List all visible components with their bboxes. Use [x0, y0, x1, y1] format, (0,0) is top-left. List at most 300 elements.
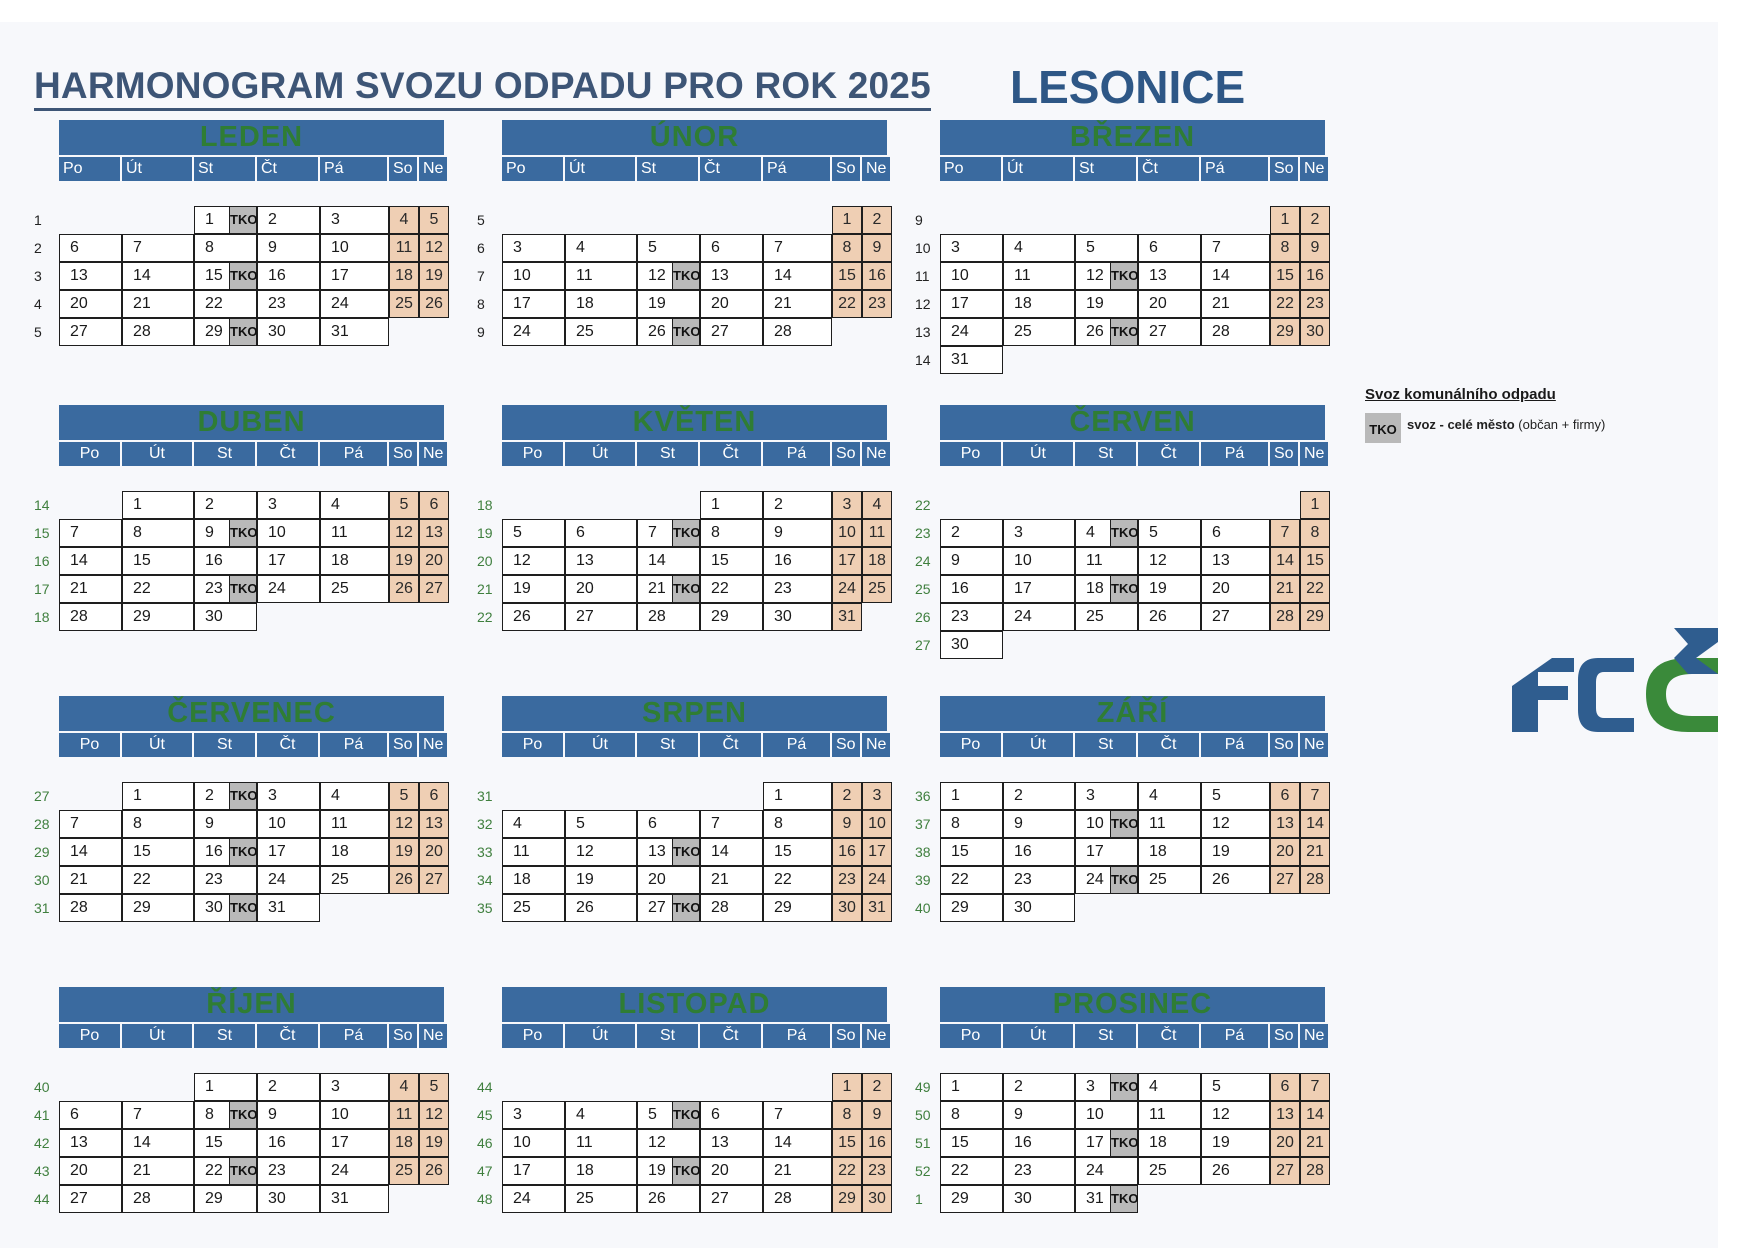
weekday-header: Ne	[419, 157, 447, 181]
legend-text	[1407, 417, 1605, 432]
weekend-day-cell: 18	[862, 547, 892, 575]
day-cell: 5	[637, 234, 700, 262]
day-cell: 23	[940, 603, 1003, 631]
week-number: 24	[915, 553, 931, 569]
weekend-day-cell: 13	[1270, 810, 1300, 838]
day-cell: 14	[59, 547, 122, 575]
weekend-day-cell: 7	[1300, 1073, 1330, 1101]
weekend-day-cell: 26	[389, 575, 419, 603]
day-cell: 7	[122, 1101, 194, 1129]
weekend-day-cell: 11	[389, 234, 419, 262]
weekday-header: So	[832, 157, 860, 181]
tko-collection-marker: TKO	[229, 318, 257, 346]
tko-collection-marker: TKO	[229, 262, 257, 290]
tko-collection-marker: TKO	[229, 838, 257, 866]
week-number: 29	[34, 844, 50, 860]
weekend-day-cell: 11	[862, 519, 892, 547]
weekend-day-cell: 1	[1300, 491, 1330, 519]
weekend-day-cell: 12	[419, 234, 449, 262]
day-cell: 15	[763, 838, 832, 866]
day-cell: 13	[1201, 547, 1270, 575]
day-cell: 10	[940, 262, 1003, 290]
week-number: 25	[915, 581, 931, 597]
weekend-day-cell: 30	[832, 894, 862, 922]
day-cell: 6	[59, 234, 122, 262]
day-cell: 19	[637, 1157, 700, 1185]
weekday-header: Pá	[320, 157, 387, 181]
weekend-day-cell: 25	[389, 290, 419, 318]
week-number: 31	[34, 900, 50, 916]
day-cell: 3	[257, 491, 320, 519]
day-cell: 25	[1003, 318, 1075, 346]
day-cell: 4	[1138, 782, 1201, 810]
day-cell: 10	[1075, 1101, 1138, 1129]
weekend-day-cell: 9	[862, 234, 892, 262]
day-cell: 2	[763, 491, 832, 519]
weekend-day-cell: 21	[1300, 838, 1330, 866]
day-cell: 5	[1201, 782, 1270, 810]
weekend-day-cell: 22	[832, 290, 862, 318]
weekday-header: So	[389, 157, 417, 181]
weekend-day-cell: 25	[862, 575, 892, 603]
day-cell: 16	[194, 838, 257, 866]
week-number: 18	[477, 497, 493, 513]
weekend-day-cell: 11	[389, 1101, 419, 1129]
day-cell: 23	[194, 575, 257, 603]
week-number: 12	[915, 296, 931, 312]
day-cell: 20	[565, 575, 637, 603]
week-number: 48	[477, 1191, 493, 1207]
weekend-day-cell: 7	[1270, 519, 1300, 547]
weekend-day-cell: 19	[419, 262, 449, 290]
weekday-header: So	[1270, 442, 1298, 466]
weekday-header: Ne	[862, 442, 890, 466]
day-cell: 28	[763, 318, 832, 346]
day-cell: 9	[257, 234, 320, 262]
day-cell: 13	[59, 262, 122, 290]
day-cell: 1	[122, 782, 194, 810]
day-cell: 25	[1075, 603, 1138, 631]
day-cell: 5	[502, 519, 565, 547]
tko-collection-marker: TKO	[1110, 318, 1138, 346]
week-number: 31	[477, 788, 493, 804]
weekday-header: Po	[502, 733, 563, 757]
tko-collection-marker: TKO	[229, 1157, 257, 1185]
weekday-header: Po	[59, 442, 120, 466]
day-cell: 14	[763, 1129, 832, 1157]
week-number: 41	[34, 1107, 50, 1123]
day-cell: 15	[194, 262, 257, 290]
day-cell: 5	[637, 1101, 700, 1129]
week-number: 21	[477, 581, 493, 597]
weekday-header: Ne	[1300, 733, 1328, 757]
day-cell: 8	[940, 810, 1003, 838]
weekday-header: Po	[502, 157, 563, 181]
day-cell: 20	[59, 1157, 122, 1185]
day-cell: 20	[1201, 575, 1270, 603]
weekend-day-cell: 8	[832, 234, 862, 262]
month-name: ÚNOR	[502, 120, 887, 155]
weekend-day-cell: 29	[1270, 318, 1300, 346]
day-cell: 15	[940, 838, 1003, 866]
day-cell: 14	[700, 838, 763, 866]
week-number: 43	[34, 1163, 50, 1179]
day-cell: 28	[59, 894, 122, 922]
week-number: 17	[34, 581, 50, 597]
day-cell: 19	[1075, 290, 1138, 318]
day-cell: 8	[194, 1101, 257, 1129]
day-cell: 19	[1201, 838, 1270, 866]
week-number: 42	[34, 1135, 50, 1151]
day-cell: 13	[700, 262, 763, 290]
weekend-day-cell: 27	[419, 866, 449, 894]
legend-text-rest: (občan + firmy)	[1518, 417, 1606, 432]
tko-collection-marker: TKO	[672, 262, 700, 290]
day-cell: 20	[700, 1157, 763, 1185]
day-cell: 7	[59, 810, 122, 838]
weekend-day-cell: 12	[419, 1101, 449, 1129]
day-cell: 6	[700, 234, 763, 262]
day-cell: 4	[1003, 234, 1075, 262]
day-cell: 5	[1201, 1073, 1270, 1101]
weekend-day-cell: 1	[832, 1073, 862, 1101]
day-cell: 5	[1075, 234, 1138, 262]
day-cell: 30	[194, 603, 257, 631]
day-cell: 11	[1075, 547, 1138, 575]
day-cell: 24	[502, 1185, 565, 1213]
week-number: 23	[915, 525, 931, 541]
day-cell: 27	[700, 318, 763, 346]
day-cell: 30	[1003, 1185, 1075, 1213]
day-cell: 8	[122, 519, 194, 547]
weekday-header: Po	[940, 157, 1001, 181]
day-cell: 17	[940, 290, 1003, 318]
legend-tko-swatch: TKO	[1365, 413, 1401, 443]
weekend-day-cell: 27	[1270, 866, 1300, 894]
day-cell: 17	[1003, 575, 1075, 603]
weekday-header: Po	[502, 442, 563, 466]
week-number: 35	[477, 900, 493, 916]
week-number: 30	[34, 872, 50, 888]
day-cell: 17	[502, 290, 565, 318]
month-name: ČERVEN	[940, 405, 1325, 440]
weekday-header: Čt	[1138, 157, 1199, 181]
weekday-header: St	[194, 442, 255, 466]
day-cell: 18	[1138, 1129, 1201, 1157]
weekday-header: Ne	[419, 1024, 447, 1048]
week-number: 34	[477, 872, 493, 888]
weekday-header: Ne	[419, 442, 447, 466]
day-cell: 12	[1201, 1101, 1270, 1129]
weekday-header: Po	[59, 733, 120, 757]
month-10	[477, 987, 897, 1237]
weekend-day-cell: 13	[419, 519, 449, 547]
weekend-day-cell: 14	[1300, 1101, 1330, 1129]
day-cell: 2	[1003, 782, 1075, 810]
weekend-day-cell: 6	[1270, 1073, 1300, 1101]
day-cell: 19	[565, 866, 637, 894]
day-cell: 18	[320, 838, 389, 866]
day-cell: 4	[320, 782, 389, 810]
day-cell: 25	[320, 866, 389, 894]
day-cell: 31	[320, 1185, 389, 1213]
day-cell: 3	[502, 234, 565, 262]
week-number: 1	[915, 1191, 923, 1207]
day-cell: 20	[59, 290, 122, 318]
weekend-day-cell: 4	[862, 491, 892, 519]
weekend-day-cell: 19	[389, 838, 419, 866]
weekend-day-cell: 20	[1270, 1129, 1300, 1157]
day-cell: 1	[194, 1073, 257, 1101]
day-cell: 16	[763, 547, 832, 575]
day-cell: 27	[59, 1185, 122, 1213]
week-number: 15	[34, 525, 50, 541]
day-cell: 15	[194, 1129, 257, 1157]
day-cell: 12	[637, 1129, 700, 1157]
tko-collection-marker: TKO	[672, 519, 700, 547]
day-cell: 21	[59, 866, 122, 894]
weekend-day-cell: 14	[1270, 547, 1300, 575]
day-cell: 28	[122, 318, 194, 346]
week-number: 38	[915, 844, 931, 860]
weekday-header: Út	[565, 442, 635, 466]
weekend-day-cell: 26	[419, 290, 449, 318]
weekend-day-cell: 20	[1270, 838, 1300, 866]
day-cell: 4	[1075, 519, 1138, 547]
day-cell: 19	[1201, 1129, 1270, 1157]
weekday-header: Po	[940, 1024, 1001, 1048]
day-cell: 21	[763, 1157, 832, 1185]
day-cell: 21	[637, 575, 700, 603]
day-cell: 17	[320, 1129, 389, 1157]
weekend-day-cell: 21	[1270, 575, 1300, 603]
weekday-header: Pá	[1201, 442, 1268, 466]
weekday-header: Pá	[1201, 1024, 1268, 1048]
day-cell: 6	[637, 810, 700, 838]
weekend-day-cell: 1	[832, 206, 862, 234]
day-cell: 26	[502, 603, 565, 631]
day-cell: 9	[940, 547, 1003, 575]
weekend-day-cell: 19	[389, 547, 419, 575]
week-number: 20	[477, 553, 493, 569]
week-number: 26	[915, 609, 931, 625]
weekday-header: Čt	[700, 157, 761, 181]
day-cell: 21	[122, 290, 194, 318]
tko-collection-marker: TKO	[1110, 1129, 1138, 1157]
weekday-header: So	[832, 442, 860, 466]
month-name: LISTOPAD	[502, 987, 887, 1022]
day-cell: 30	[194, 894, 257, 922]
weekday-header: So	[1270, 1024, 1298, 1048]
day-cell: 8	[700, 519, 763, 547]
week-number: 22	[915, 497, 931, 513]
week-number: 36	[915, 788, 931, 804]
weekday-header: Po	[502, 1024, 563, 1048]
month-4	[477, 405, 897, 655]
day-cell: 24	[940, 318, 1003, 346]
weekday-header: St	[1075, 1024, 1136, 1048]
weekend-day-cell: 16	[862, 1129, 892, 1157]
weekend-day-cell: 15	[1300, 547, 1330, 575]
week-number: 9	[915, 212, 923, 228]
month-name: PROSINEC	[940, 987, 1325, 1022]
day-cell: 30	[1003, 894, 1075, 922]
weekend-day-cell: 18	[389, 1129, 419, 1157]
weekday-header: Po	[59, 1024, 120, 1048]
weekday-header: Pá	[1201, 157, 1268, 181]
weekend-day-cell: 29	[1300, 603, 1330, 631]
weekday-header: Čt	[257, 1024, 318, 1048]
day-cell: 3	[940, 234, 1003, 262]
day-cell: 29	[940, 894, 1003, 922]
weekend-day-cell: 20	[419, 547, 449, 575]
day-cell: 27	[1201, 603, 1270, 631]
day-cell: 7	[700, 810, 763, 838]
weekday-header: Út	[122, 1024, 192, 1048]
day-cell: 9	[194, 519, 257, 547]
day-cell: 14	[763, 262, 832, 290]
tko-collection-marker: TKO	[229, 519, 257, 547]
weekend-day-cell: 28	[1270, 603, 1300, 631]
month-name: ŘÍJEN	[59, 987, 444, 1022]
tko-collection-marker: TKO	[229, 206, 257, 234]
weekday-header: St	[637, 157, 698, 181]
day-cell: 23	[1003, 1157, 1075, 1185]
weekday-header: Út	[1003, 733, 1073, 757]
weekend-day-cell: 1	[1270, 206, 1300, 234]
day-cell: 10	[320, 234, 389, 262]
day-cell: 4	[565, 1101, 637, 1129]
month-8	[915, 696, 1335, 946]
weekday-header: Po	[59, 157, 120, 181]
weekday-header: St	[637, 442, 698, 466]
day-cell: 2	[257, 1073, 320, 1101]
weekday-header: St	[194, 733, 255, 757]
tko-collection-marker: TKO	[1110, 1073, 1138, 1101]
weekend-day-cell: 30	[862, 1185, 892, 1213]
day-cell: 30	[257, 318, 320, 346]
weekend-day-cell: 23	[1300, 290, 1330, 318]
tko-collection-marker: TKO	[672, 1101, 700, 1129]
day-cell: 23	[1003, 866, 1075, 894]
day-cell: 20	[700, 290, 763, 318]
day-cell: 13	[565, 547, 637, 575]
day-cell: 3	[320, 1073, 389, 1101]
weekend-day-cell: 22	[832, 1157, 862, 1185]
day-cell: 18	[320, 547, 389, 575]
week-number: 40	[34, 1079, 50, 1095]
tko-collection-marker: TKO	[229, 782, 257, 810]
weekend-day-cell: 5	[389, 782, 419, 810]
weekend-day-cell: 14	[1300, 810, 1330, 838]
weekend-day-cell: 7	[1300, 782, 1330, 810]
weekend-day-cell: 12	[389, 519, 419, 547]
week-number: 50	[915, 1107, 931, 1123]
weekday-header: St	[1075, 733, 1136, 757]
day-cell: 19	[637, 290, 700, 318]
day-cell: 3	[1075, 1073, 1138, 1101]
day-cell: 28	[122, 1185, 194, 1213]
weekend-day-cell: 6	[419, 491, 449, 519]
day-cell: 26	[1075, 318, 1138, 346]
tko-collection-marker: TKO	[1110, 810, 1138, 838]
day-cell: 1	[763, 782, 832, 810]
day-cell: 31	[320, 318, 389, 346]
day-cell: 27	[700, 1185, 763, 1213]
day-cell: 25	[565, 1185, 637, 1213]
day-cell: 5	[565, 810, 637, 838]
weekend-day-cell: 2	[862, 1073, 892, 1101]
weekend-day-cell: 21	[1300, 1129, 1330, 1157]
weekday-header: Ne	[862, 157, 890, 181]
weekend-day-cell: 16	[1300, 262, 1330, 290]
tko-collection-marker: TKO	[1110, 575, 1138, 603]
weekday-header: Ne	[419, 733, 447, 757]
weekday-header: Po	[940, 442, 1001, 466]
month-name: BŘEZEN	[940, 120, 1325, 155]
weekend-day-cell: 23	[862, 1157, 892, 1185]
weekday-header: So	[389, 733, 417, 757]
page-margin	[1718, 0, 1753, 1248]
day-cell: 25	[1138, 1157, 1201, 1185]
day-cell: 24	[1003, 603, 1075, 631]
day-cell: 3	[320, 206, 389, 234]
day-cell: 29	[700, 603, 763, 631]
day-cell: 1	[700, 491, 763, 519]
weekend-day-cell: 2	[832, 782, 862, 810]
weekday-header: St	[194, 1024, 255, 1048]
day-cell: 16	[257, 262, 320, 290]
day-cell: 11	[320, 810, 389, 838]
week-number: 10	[915, 240, 931, 256]
day-cell: 1	[194, 206, 257, 234]
weekend-day-cell: 15	[832, 1129, 862, 1157]
day-cell: 22	[940, 866, 1003, 894]
tko-collection-marker: TKO	[1110, 1185, 1138, 1213]
weekend-day-cell: 18	[389, 262, 419, 290]
weekend-day-cell: 8	[832, 1101, 862, 1129]
day-cell: 25	[502, 894, 565, 922]
day-cell: 23	[257, 1157, 320, 1185]
weekday-header: So	[389, 1024, 417, 1048]
tko-collection-marker: TKO	[672, 318, 700, 346]
day-cell: 7	[763, 234, 832, 262]
weekend-day-cell: 22	[1270, 290, 1300, 318]
weekday-header: Čt	[1138, 442, 1199, 466]
weekday-header: Ne	[1300, 157, 1328, 181]
weekend-day-cell: 5	[389, 491, 419, 519]
weekend-day-cell: 28	[1300, 866, 1330, 894]
week-number: 22	[477, 609, 493, 625]
weekday-header: St	[194, 157, 255, 181]
day-cell: 20	[1138, 290, 1201, 318]
weekend-day-cell: 15	[1270, 262, 1300, 290]
day-cell: 15	[700, 547, 763, 575]
day-cell: 29	[763, 894, 832, 922]
day-cell: 12	[1075, 262, 1138, 290]
day-cell: 10	[1075, 810, 1138, 838]
weekday-header: Út	[565, 733, 635, 757]
weekday-header: Pá	[763, 442, 830, 466]
day-cell: 19	[502, 575, 565, 603]
day-cell: 16	[257, 1129, 320, 1157]
weekend-day-cell: 8	[1300, 519, 1330, 547]
weekend-day-cell: 17	[832, 547, 862, 575]
weekday-header: Čt	[700, 1024, 761, 1048]
weekend-day-cell: 30	[1300, 318, 1330, 346]
day-cell: 10	[257, 519, 320, 547]
day-cell: 13	[700, 1129, 763, 1157]
